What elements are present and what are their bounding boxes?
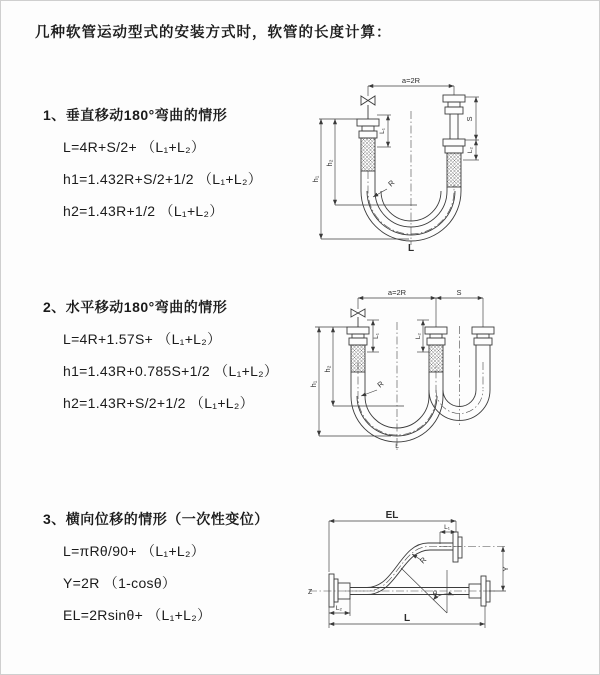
- section-2-heading: 2、水平移动180°弯曲的情形: [43, 299, 228, 315]
- section-1-heading: 1、垂直移动180°弯曲的情形: [43, 107, 228, 123]
- radius-label: R: [375, 379, 386, 390]
- break-mark: Z: [308, 589, 313, 596]
- hose-u-shape: [357, 95, 465, 245]
- section-3-formulas: [63, 535, 313, 631]
- angle-theta-label: θ: [432, 589, 438, 598]
- braided-hose-section: [429, 345, 443, 372]
- formula-y: Y=2R （1-cosθ）: [63, 575, 177, 591]
- formula-l: L=4R+S/2+ （L₁+L₂）: [63, 139, 206, 155]
- dim-a2r-label: a=2R: [387, 288, 407, 297]
- dim-s-label: S: [465, 116, 474, 122]
- dim-a2r-label: a=2R: [401, 76, 421, 85]
- hose-centerline: [345, 547, 461, 592]
- radius-label: R: [386, 178, 397, 189]
- dim-l2-label: L₂: [467, 146, 474, 154]
- dim-l-label: L: [395, 443, 399, 450]
- dim-h2-label: h₂: [323, 365, 332, 373]
- dimension-lines: [329, 510, 510, 628]
- diagram-horizontal-move-180: [309, 284, 596, 459]
- braided-hose-section: [447, 153, 461, 187]
- formula-h1: h1=1.43R+0.785S+1/2 （L₁+L₂）: [63, 363, 279, 379]
- section-lateral-displacement: [43, 509, 313, 631]
- formula-h2: h2=1.43R+S/2+1/2 （L₁+L₂）: [63, 395, 254, 411]
- diagram-vertical-move-180: [311, 73, 596, 258]
- page-title: 几种软管运动型式的安装方式时，软管的长度计算：: [35, 25, 392, 41]
- dim-l1-label: L₁: [373, 333, 380, 339]
- dim-y-label: Y: [501, 566, 510, 572]
- hose-s-shape: [308, 532, 506, 607]
- formula-el: EL=2Rsinθ+ （L₁+L₂）: [63, 607, 212, 623]
- dim-s-label: S: [456, 288, 462, 297]
- diagram-lateral-displacement: [299, 506, 599, 661]
- section-horizontal-move: [43, 297, 313, 419]
- section-2-formulas: [63, 323, 313, 419]
- dim-h2-label: h₂: [325, 159, 334, 167]
- dim-l-label: L: [407, 243, 415, 254]
- valve-icon: [351, 309, 365, 317]
- dimension-lines: [309, 288, 483, 450]
- dim-l2-label: L₂: [335, 605, 343, 612]
- formula-h1: h1=1.432R+S/2+1/2 （L₁+L₂）: [63, 171, 263, 187]
- dim-h1-label: h₁: [311, 175, 320, 183]
- dim-h1-label: h₁: [309, 380, 318, 388]
- dim-l1-label: L₁: [379, 128, 386, 134]
- hose-u-shapes: [347, 309, 494, 452]
- section-vertical-move: [43, 105, 313, 227]
- formula-l: L=πRθ/90+ （L₁+L₂）: [63, 543, 206, 559]
- section-3-heading: 3、横向位移的情形（一次性变位）: [43, 511, 269, 527]
- formula-l: L=4R+1.57S+ （L₁+L₂）: [63, 331, 222, 347]
- dim-l2-label: L₂: [415, 332, 422, 340]
- dim-el-label: EL: [385, 510, 399, 521]
- valve-icon: [361, 96, 375, 105]
- dim-l-label: L: [403, 613, 411, 624]
- radius-label: R: [418, 555, 429, 566]
- section-1-formulas: [63, 131, 313, 227]
- formula-h2: h2=1.43R+1/2 （L₁+L₂）: [63, 203, 224, 219]
- dim-l1-label: L₁: [444, 524, 450, 531]
- braided-hose-section: [361, 138, 375, 171]
